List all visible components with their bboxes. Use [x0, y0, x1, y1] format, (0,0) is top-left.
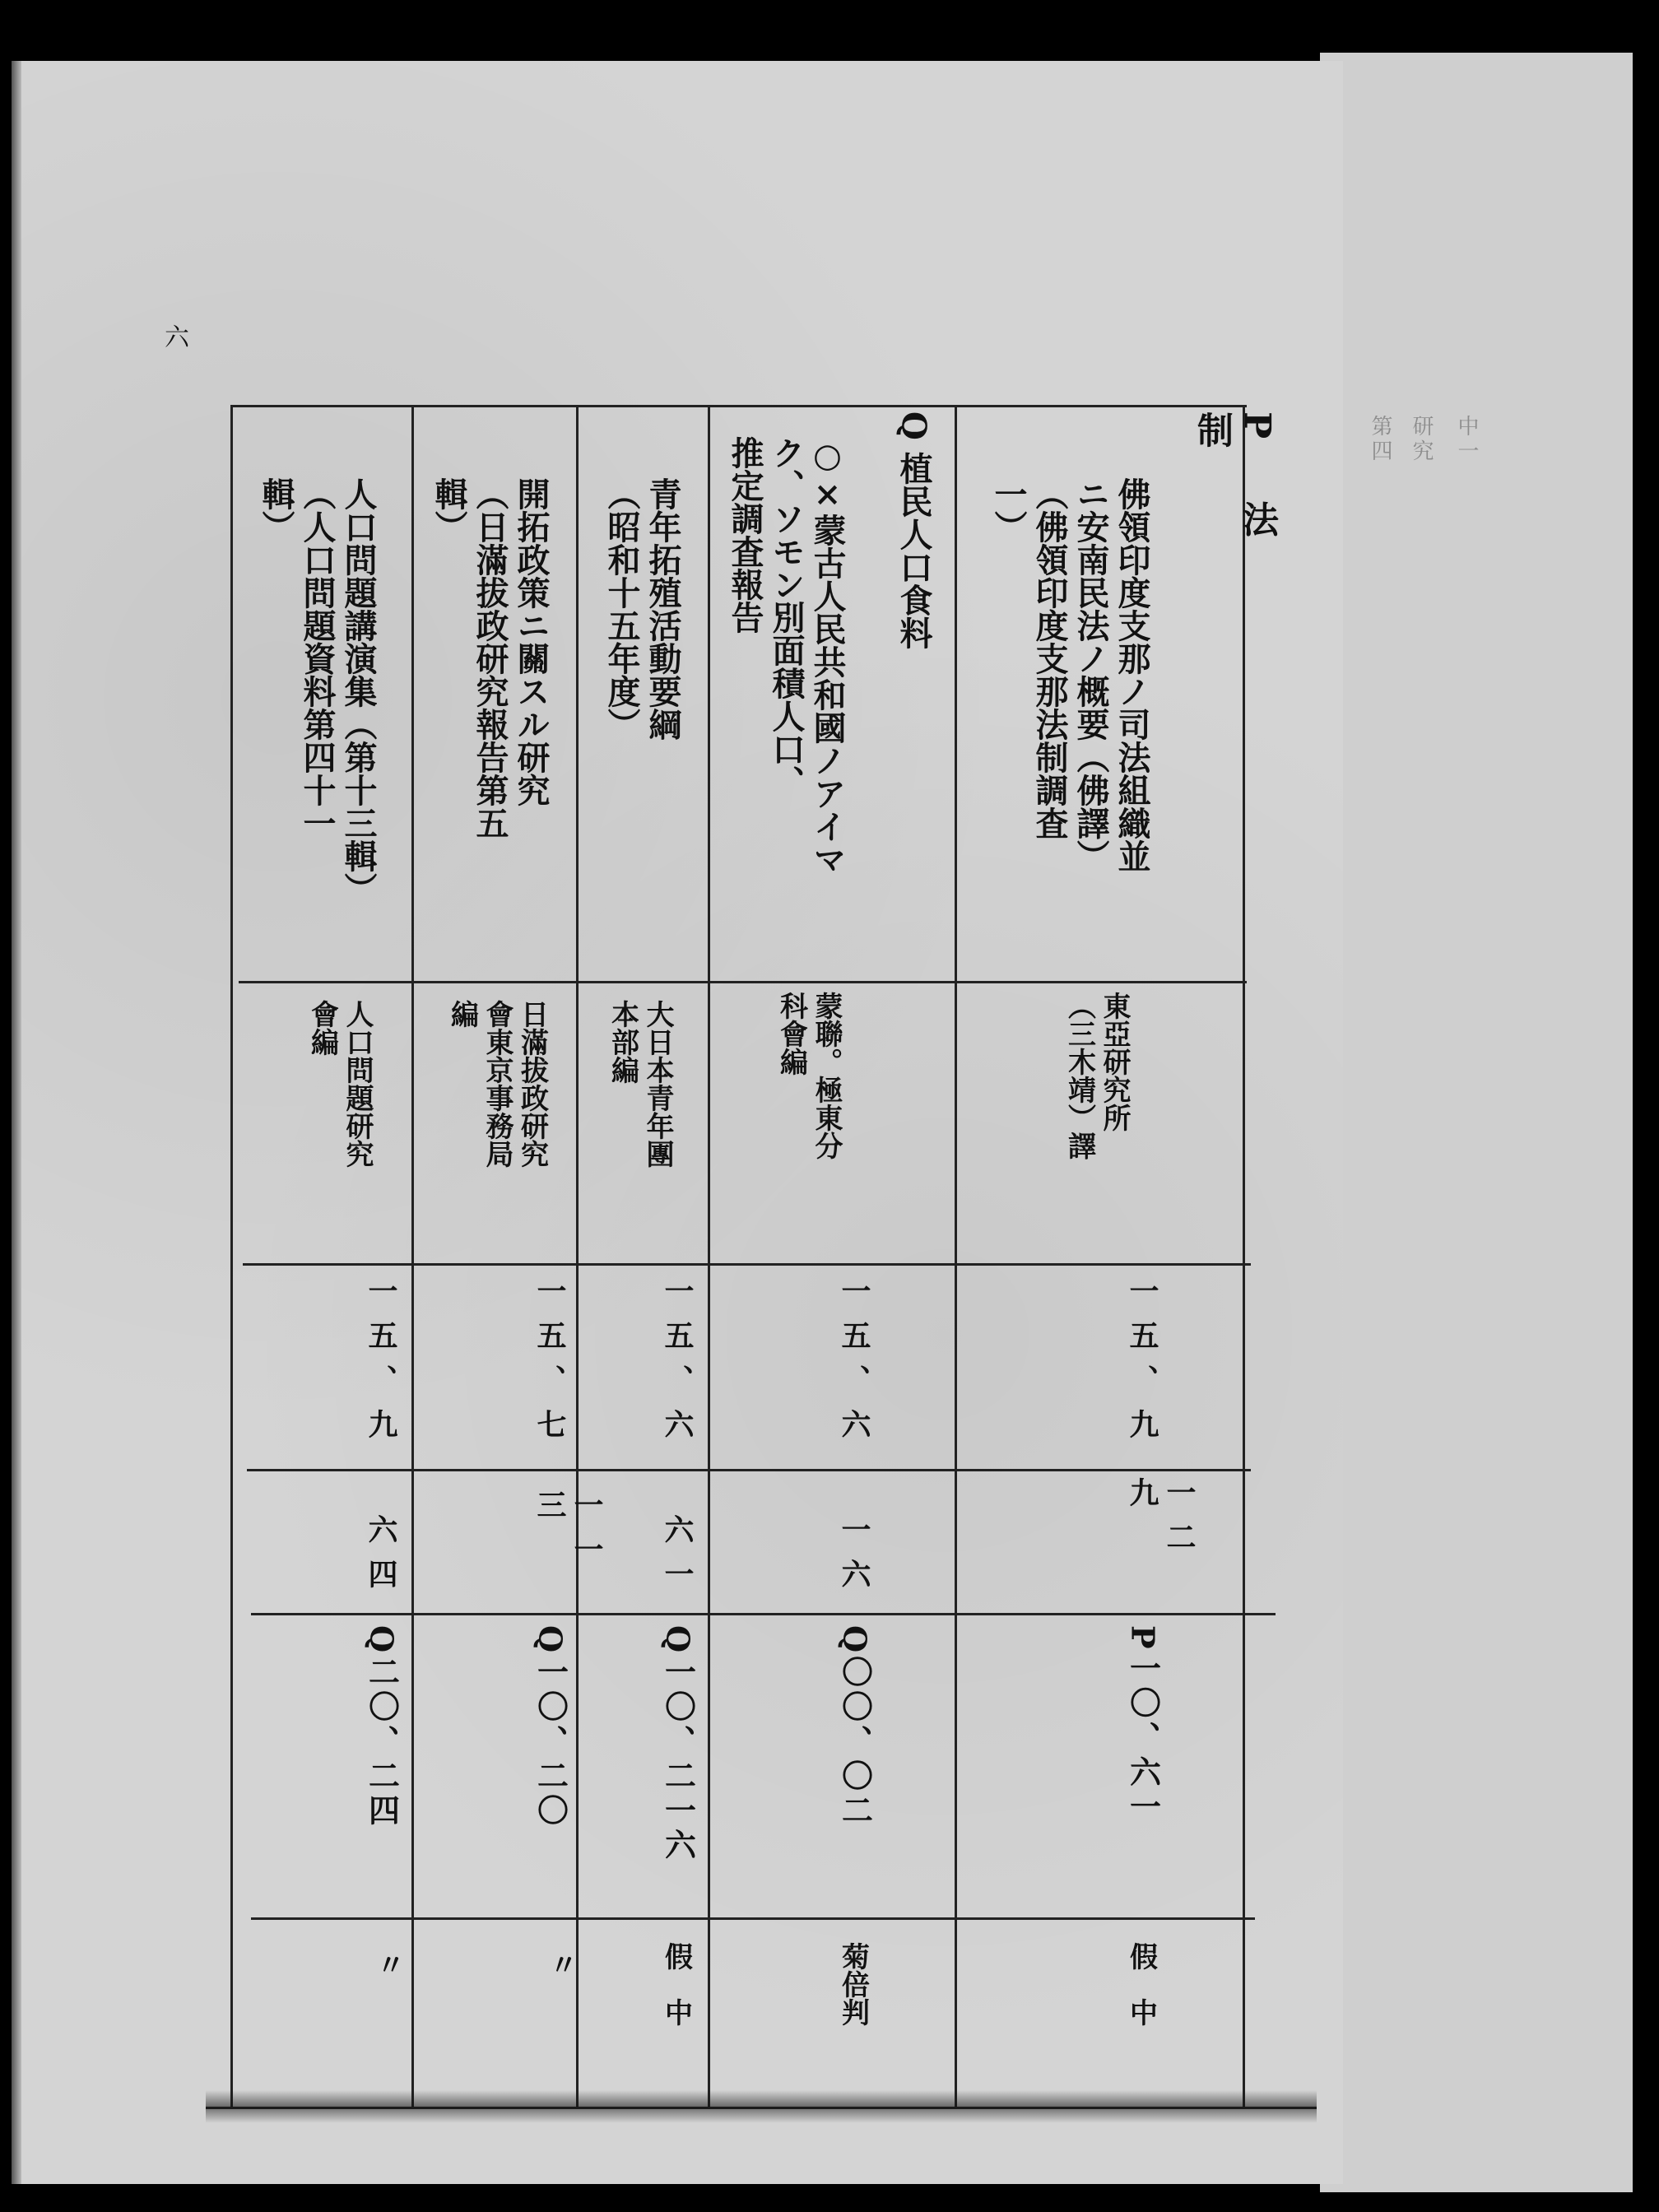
entry-year: 一五、九: [1125, 1276, 1159, 1453]
entry-note: 假 中: [1124, 1942, 1158, 2026]
entry-note: 菊倍判: [836, 1942, 870, 2026]
entry-code: Q一〇、二〇: [532, 1625, 569, 1829]
column-divider: [230, 405, 233, 2107]
entry-code: Q一〇、二一六: [659, 1625, 697, 1864]
column-divider: [708, 405, 710, 2107]
table-top-rule: [230, 405, 1247, 407]
entry-code: P一〇、六一: [1124, 1625, 1162, 1825]
column-divider: [411, 405, 414, 2107]
row-divider: [251, 1917, 1255, 1920]
entry-code: Q二〇、二四: [363, 1625, 401, 1829]
entry-note: 假 中: [659, 1942, 693, 2026]
entry-publisher: 蒙聯。極東分 科會編: [774, 992, 843, 1159]
column-divider: [576, 405, 579, 2107]
ghost-text: 第四: [1368, 415, 1392, 464]
entry-title: 人口問題講演集（第十三輯） （人口問題資料第四十一 輯）: [257, 477, 378, 905]
row-divider: [239, 981, 1247, 983]
row-divider: [251, 1613, 1276, 1615]
page-number: 六: [165, 323, 186, 352]
scan-shadow: [206, 2090, 1317, 2123]
entry-year: 一五、七: [532, 1276, 567, 1453]
section-header-q: Q 植民人口食料: [895, 411, 933, 649]
entry-title: 青年拓殖活動要綱 （昭和十五年度）: [602, 477, 682, 741]
entry-pages: 一一三: [532, 1489, 604, 1578]
entry-code: Q〇〇、〇二: [836, 1625, 874, 1829]
column-divider: [955, 405, 957, 2107]
entry-publisher: 人口問題研究 會編: [305, 1000, 374, 1168]
facing-page: [1320, 53, 1633, 2192]
entry-year: 一五、九: [364, 1276, 398, 1453]
entry-title: 開拓政策ニ關スル研究 （日滿拔政研究報告第五 輯）: [430, 477, 551, 839]
entry-note: 〃: [544, 1950, 578, 1978]
entry-year: 一五、六: [660, 1276, 695, 1453]
entry-publisher: 大日本青年團 本部編: [606, 1000, 674, 1168]
entry-pages: 一二九: [1125, 1477, 1197, 1566]
ghost-text: 中一: [1454, 415, 1479, 464]
entry-title: 佛領印度支那ノ司法組織並 ニ安南民法ノ概要（佛譯） （佛領印度支那法制調査 一）: [989, 477, 1151, 872]
entry-publisher: 東亞研究所 （三木靖）譯: [1062, 992, 1131, 1159]
entry-note: 〃: [371, 1950, 405, 1978]
entry-pages: 六一: [660, 1514, 695, 1603]
row-divider: [243, 1263, 1251, 1266]
entry-year: 一五、六: [837, 1276, 871, 1453]
section-header-p: P 法 制: [1191, 411, 1278, 623]
ghost-text: 研究: [1409, 415, 1434, 464]
entry-title: ○×蒙古人民共和國ノアイマ ク、ソモン別面積人口、 推定調査報告: [726, 436, 847, 876]
entry-pages: 一六: [837, 1514, 871, 1603]
entry-pages: 六四: [364, 1514, 398, 1603]
row-divider: [247, 1469, 1251, 1471]
entry-publisher: 日滿拔政研究 會東京事務局 編: [445, 1000, 549, 1168]
